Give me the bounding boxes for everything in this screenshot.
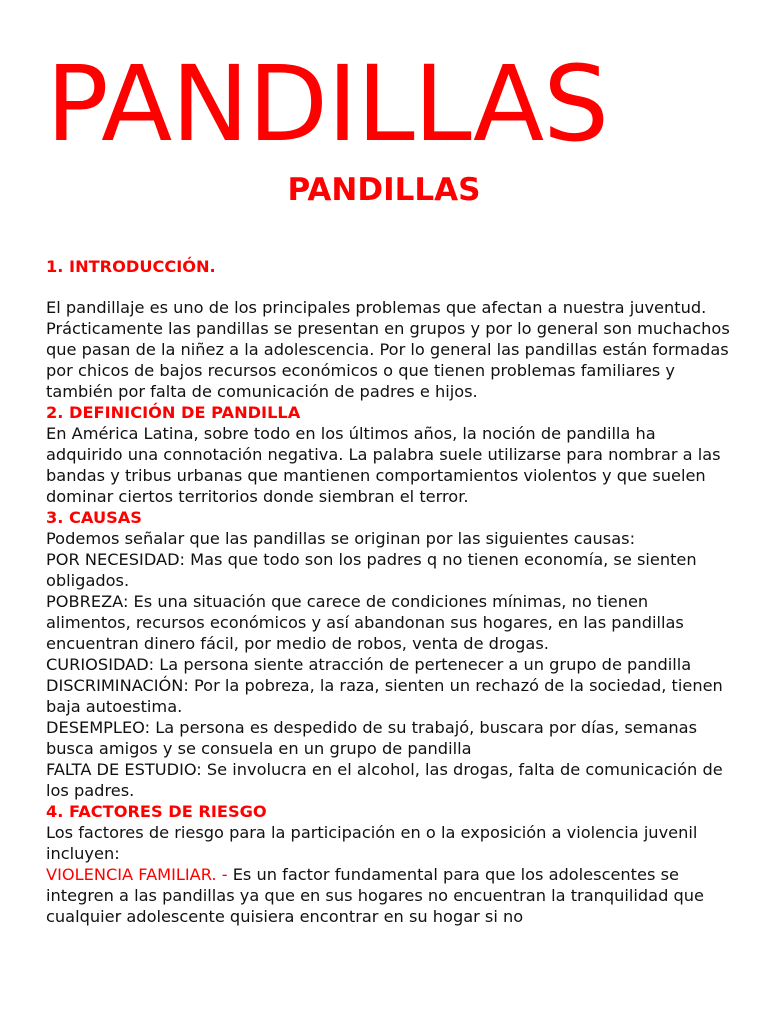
section-heading-causas: 3. CAUSAS xyxy=(46,508,142,527)
violencia-familiar-label: VIOLENCIA FAMILIAR. - xyxy=(46,865,228,884)
cause-item-pobreza: POBREZA: Es una situación que carece de condiciones mínimas, no tienen alimentos, recursos económicos y así abandonan sus hogares, en las pandillas encuentran dinero fácil, por medio de robos, venta de drogas. xyxy=(46,592,684,653)
paragraph-introduccion: El pandillaje es uno de los principales problemas que afectan a nuestra juventud. Prácticamente las pandillas se presentan en grupos y por lo general son muchachos que pasan de la niñez a la adolescencia. Por lo general las pandillas están formadas por chicos de bajos recursos económicos o que tienen problemas familiares y también por falta de comunicación de padres e hijos. xyxy=(46,298,730,401)
cause-item-discriminacion: DISCRIMINACIÓN: Por la pobreza, la raza, sienten un rechazó de la sociedad, tienen baja autoestima. xyxy=(46,676,723,716)
cause-item-falta-de-estudio: FALTA DE ESTUDIO: Se involucra en el alcohol, las drogas, falta de comunicación de los padres. xyxy=(46,760,723,800)
section-heading-definicion: 2. DEFINICIÓN DE PANDILLA xyxy=(46,403,301,422)
document-body xyxy=(46,256,736,927)
paragraph-causas-intro: Podemos señalar que las pandillas se originan por las siguientes causas: xyxy=(46,529,636,548)
violencia-familiar-text: Es un factor fundamental para que los adolescentes se integren a las pandillas ya que en sus hogares no encuentran la tranquilidad que cualquier adolescente quisiera encontrar en su hogar si no xyxy=(46,865,705,926)
paragraph-factores-intro: Los factores de riesgo para la participación en o la exposición a violencia juvenil incluyen: xyxy=(46,823,698,863)
cause-item-necesidad: POR NECESIDAD: Mas que todo son los padres q no tienen economía, se sienten obligados. xyxy=(46,550,697,590)
document-sub-title: PANDILLAS xyxy=(287,172,481,208)
cause-item-curiosidad: CURIOSIDAD: La persona siente atracción de pertenecer a un grupo de pandilla xyxy=(46,655,692,674)
cause-item-desempleo: DESEMPLEO: La persona es despedido de su trabajó, buscara por días, semanas busca amigos y se consuela en un grupo de pandilla xyxy=(46,718,698,758)
paragraph-violencia-familiar xyxy=(46,864,736,927)
section-heading-factores-de-riesgo: 4. FACTORES DE RIESGO xyxy=(46,802,267,821)
document-big-title: PANDILLAS xyxy=(46,43,609,165)
paragraph-definicion: En América Latina, sobre todo en los últimos años, la noción de pandilla ha adquirido una connotación negativa. La palabra suele utilizarse para nombrar a las bandas y tribus urbanas que mantienen comportamientos violentos y que suelen dominar ciertos territorios donde siembran el terror. xyxy=(46,424,721,506)
section-heading-introduccion: 1. INTRODUCCIÓN. xyxy=(46,257,216,276)
